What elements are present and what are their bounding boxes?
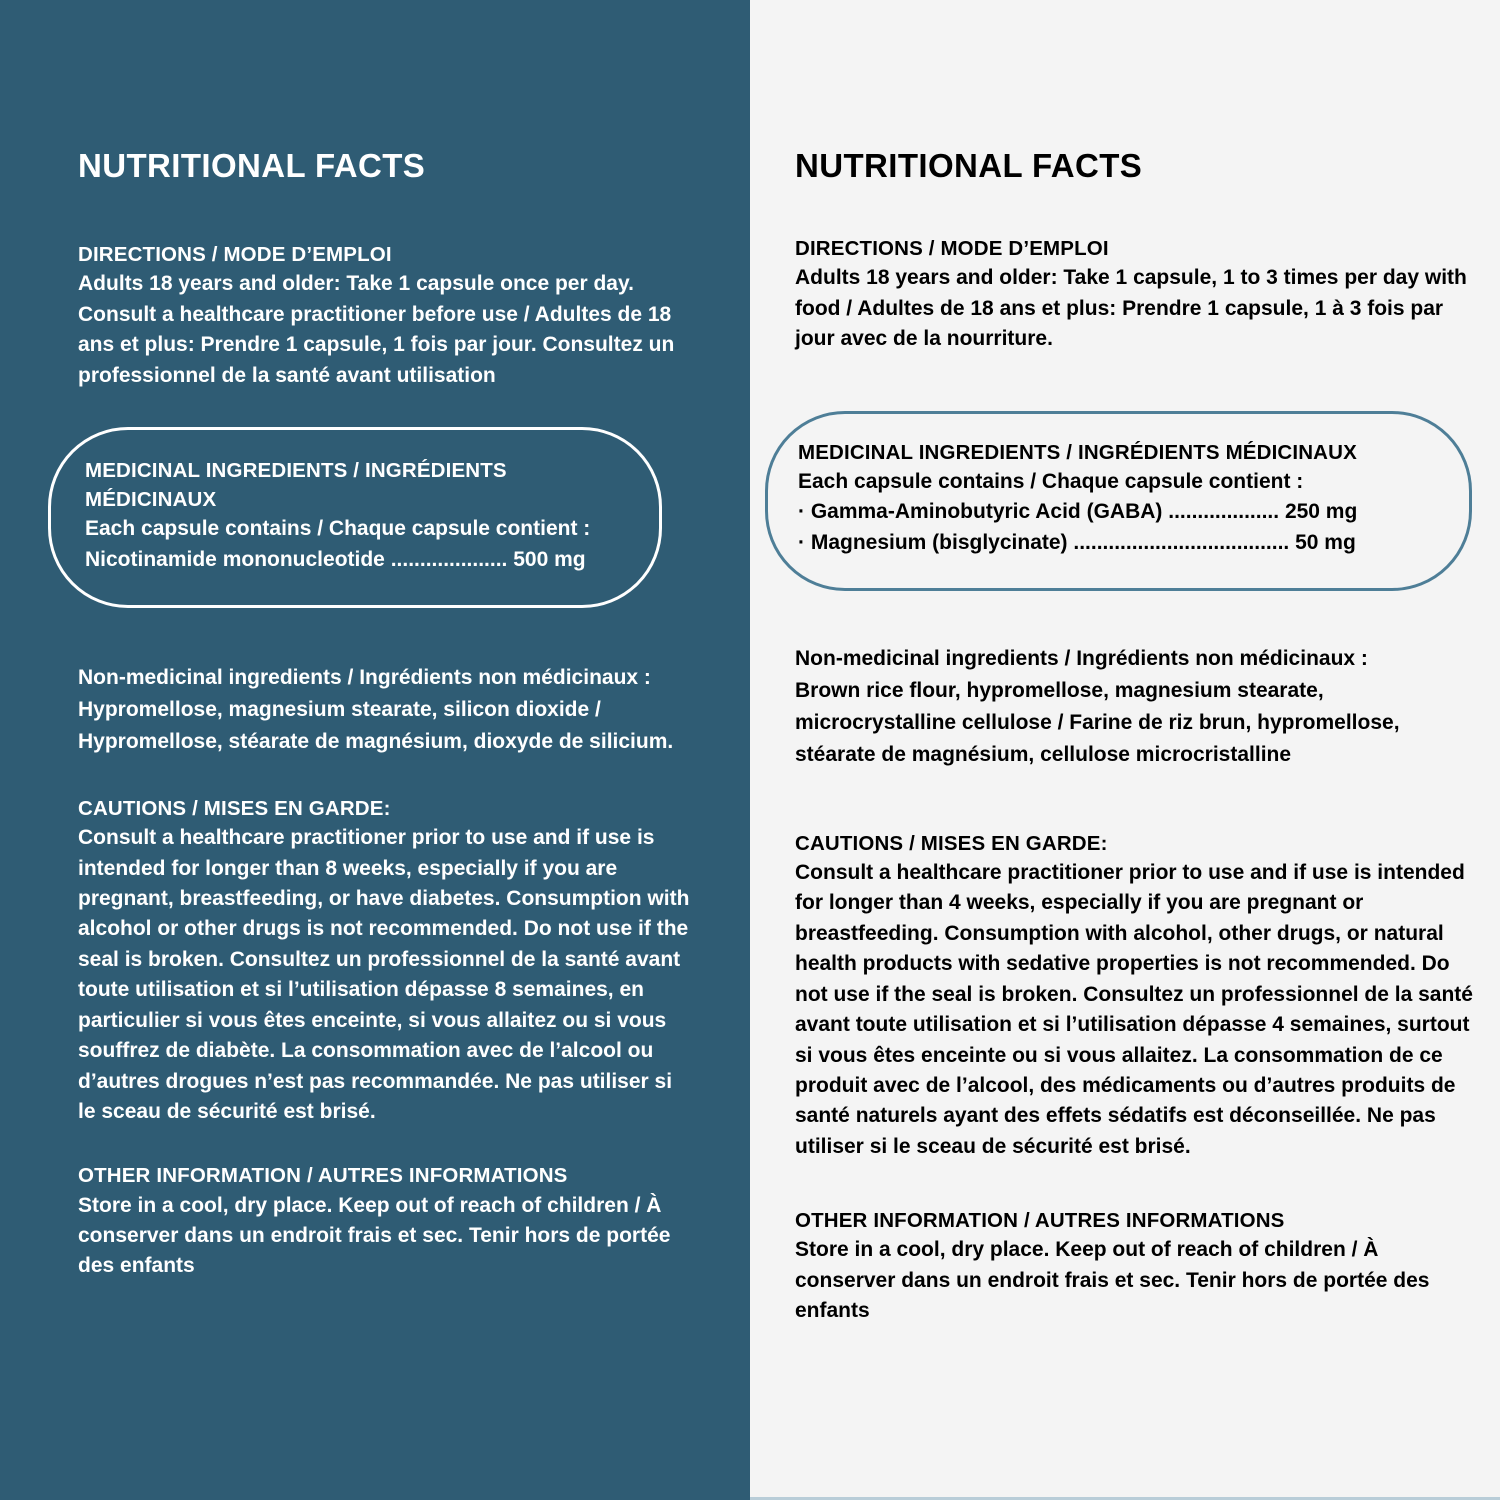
non-medicinal-ingredients-heading: Non-medicinal ingredients / Ingrédients non médicinaux : [795,647,1368,671]
directions-body: Adults 18 years and older: Take 1 capsule, 1 to 3 times per day with food / Adultes de 18 ans et plus: Prendre 1 capsule, 1 à 3 fois par jour avec de la nourriture. [795,266,1467,351]
other-information-body: Store in a cool, dry place. Keep out of reach of children / À conserver dans un endroit frais et sec. Tenir hors de portée des enfants [78,1193,671,1278]
cautions-heading: CAUTIONS / MISES EN GARDE: [795,831,1108,855]
right-product-label-panel [750,0,1500,1500]
page-title: NUTRITIONAL FACTS [795,147,1143,184]
non-medicinal-ingredients-heading: Non-medicinal ingredients / Ingrédients non médicinaux : [78,666,651,690]
directions-heading: DIRECTIONS / MODE D’EMPLOI [78,243,392,267]
other-information-heading: OTHER INFORMATION / AUTRES INFORMATIONS [795,1209,1285,1233]
medicinal-ingredient-item: Nicotinamide mononucleotide .................... 500 mg [85,547,586,571]
page-title: NUTRITIONAL FACTS [78,147,426,184]
directions-heading: DIRECTIONS / MODE D’EMPLOI [795,237,1109,261]
medicinal-ingredients-subheading: Each capsule contains / Chaque capsule contient : [798,469,1304,493]
directions-section [78,240,690,391]
other-information-body: Store in a cool, dry place. Keep out of reach of children / À conserver dans un endroit frais et sec. Tenir hors de portée des enfants [795,1238,1430,1323]
cautions-heading: CAUTIONS / MISES EN GARDE: [78,796,391,820]
directions-section [795,234,1476,354]
medicinal-ingredients-callout [765,411,1472,591]
cautions-section [795,829,1476,1162]
cautions-body: Consult a healthcare practitioner prior to use and if use is intended for longer than 8 weeks, especially if you are pregnant, breastfeeding, or have diabetes. Consumption with alcohol or other drugs is not recommended. Do not use if the seal is broken. Consultez un professionnel de la santé avant toute utilisation et si l’utilisation dépasse 8 semaines, en particulier si vous êtes enceinte, si vous allaitez ou si vous souffrez de diabète. La consommation avec de l’alcool ou d’autres drogues n’est pas recommandée. Ne pas utiliser si le sceau de sécurité est brisé. [78,826,690,1124]
medicinal-ingredients-heading: MEDICINAL INGREDIENTS / INGRÉDIENTS MÉDICINAUX [798,440,1357,464]
medicinal-ingredients-heading: MEDICINAL INGREDIENTS / INGRÉDIENTS MÉDICINAUX [85,459,507,512]
medicinal-ingredient-item: · Magnesium (bisglycinate) ..................................... 50 mg [798,530,1356,554]
cautions-body: Consult a healthcare practitioner prior to use and if use is intended for longer than 4 weeks, especially if you are pregnant or breastfeeding. Consumption with alcohol, other drugs, or natural health products with sedative properties is not recommended. Do not use if the seal is broken. Consultez un professionnel de la santé avant toute utilisation et si l’utilisation dépasse 4 semaines, surtout si vous êtes enceinte ou si vous allaitez. La consommation de ce produit avec de l’alcool, des médicaments ou d’autres produits de santé naturels ayant des effets sédatifs est déconseillée. Ne pas utiliser si le sceau de sécurité est brisé. [795,860,1473,1158]
non-medicinal-ingredients-section [795,643,1476,771]
cautions-section [78,794,690,1127]
non-medicinal-ingredients-body: Brown rice flour, hypromellose, magnesium stearate, microcrystalline cellulose / Farine de riz brun, hypromellose, stéarate de magnésium, cellulose microcristalline [795,679,1400,766]
non-medicinal-ingredients-body: Hypromellose, magnesium stearate, silicon dioxide / Hypromellose, stéarate de magnésium, dioxyde de silicium. [78,698,674,754]
medicinal-ingredients-subheading: Each capsule contains / Chaque capsule contient : [85,517,591,541]
medicinal-ingredient-item: · Gamma-Aminobutyric Acid (GABA) ................... 250 mg [798,500,1358,524]
non-medicinal-ingredients-section [78,662,690,758]
other-information-section [78,1161,690,1281]
other-information-heading: OTHER INFORMATION / AUTRES INFORMATIONS [78,1164,568,1188]
directions-body: Adults 18 years and older: Take 1 capsule once per day. Consult a healthcare practitioner before use / Adultes de 18 ans et plus: Prendre 1 capsule, 1 fois par jour. Consultez un professionnel de la santé avant utilisation [78,272,675,387]
medicinal-ingredients-callout [48,427,662,608]
other-information-section [795,1206,1476,1326]
